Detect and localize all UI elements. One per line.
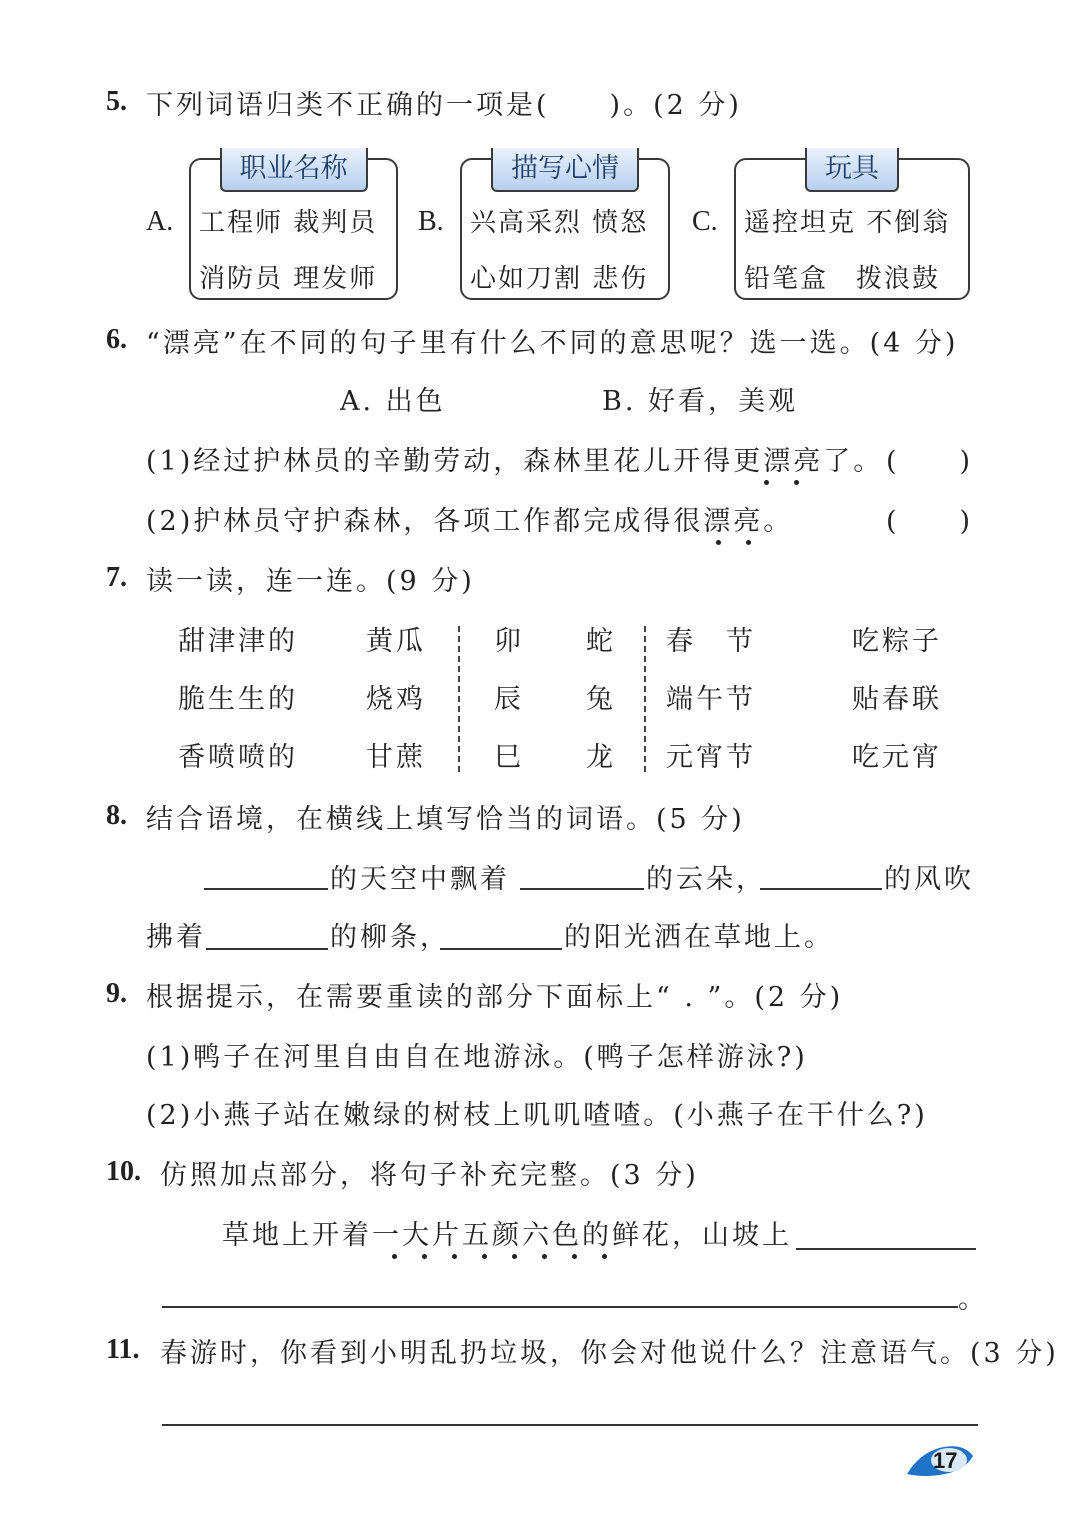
q6-answer-paren-2[interactable]: ( )	[886, 506, 974, 537]
q5-option-b-header: 描写心情	[491, 148, 639, 192]
q11-prompt: 春游时，你看到小明乱扔垃圾，你会对他说什么？注意语气。(3 分)	[160, 1338, 1059, 1369]
q5-option-c-row2: 铅笔盒 拨浪鼓	[744, 264, 941, 294]
q9-sentence-1[interactable]: (1)鸭子在河里自由自在地游泳。(鸭子怎样游泳?)	[146, 1042, 808, 1073]
q10-period: 。	[958, 1284, 988, 1315]
emphasis-dot	[512, 1254, 517, 1259]
q5-option-a-row2: 消防员 理发师	[199, 264, 378, 294]
q8-text-part: 的阳光洒在草地上。	[564, 922, 834, 953]
q8-text-part: 的天空中飘着	[330, 864, 510, 895]
q5-option-b-box	[460, 153, 670, 300]
q5-option-c-row1: 遥控坦克 不倒翁	[744, 208, 951, 238]
q8-text-part: 拂着	[146, 922, 206, 953]
q7-divider	[458, 626, 460, 772]
q8-text-part: 的柳条，	[330, 922, 450, 953]
q8-blank-1[interactable]	[204, 888, 328, 890]
emphasis-dot	[482, 1254, 487, 1259]
q6-sentence-2: (2)护林员守护森林，各项工作都完成得很漂亮。	[146, 506, 794, 537]
q8-blank-3[interactable]	[760, 888, 882, 890]
emphasis-dot	[452, 1254, 457, 1259]
q5-option-b-row2: 心如刀割 悲伤	[470, 264, 649, 294]
emphasis-dot	[746, 540, 751, 545]
q7-col4-item[interactable]: 蛇	[586, 626, 616, 657]
q6-choice-a: A. 出色	[340, 386, 446, 417]
q7-col6-item[interactable]: 贴春联	[852, 684, 942, 715]
q5-option-c-letter: C.	[692, 206, 718, 237]
q7-col6-item[interactable]: 吃元宵	[852, 742, 942, 773]
q6-sentence-1: (1)经过护林员的辛勤劳动，森林里花儿开得更漂亮了。	[146, 446, 884, 477]
q8-number: 8.	[106, 800, 127, 831]
q7-number: 7.	[106, 562, 127, 593]
q7-col1-item[interactable]: 脆生生的	[178, 684, 298, 715]
q5-option-b-letter: B.	[418, 206, 444, 237]
q8-blank-2[interactable]	[520, 888, 644, 890]
q7-col2-item[interactable]: 黄瓜	[366, 626, 426, 657]
q7-divider	[644, 626, 646, 772]
emphasis-dot	[542, 1254, 547, 1259]
q8-text-part: 的云朵，	[646, 864, 766, 895]
q10-number: 10.	[106, 1156, 141, 1187]
q9-number: 9.	[106, 978, 127, 1009]
q7-col1-item[interactable]: 香喷喷的	[178, 742, 298, 773]
q5-option-a-header: 职业名称	[220, 148, 368, 192]
q5-option-c-header: 玩具	[805, 148, 899, 192]
q6-number: 6.	[106, 324, 127, 355]
q8-prompt: 结合语境，在横线上填写恰当的词语。(5 分)	[146, 804, 745, 835]
q6-answer-paren-1[interactable]: ( )	[886, 446, 974, 477]
q5-option-a-box	[189, 153, 398, 300]
page-number: 17	[933, 1448, 958, 1473]
q7-col5-item[interactable]: 元宵节	[666, 742, 756, 773]
q9-prompt: 根据提示，在需要重读的部分下面标上“ . ”。(2 分)	[146, 982, 844, 1013]
q7-col3-item[interactable]: 巳	[494, 742, 524, 773]
emphasis-dot	[422, 1254, 427, 1259]
q5-option-a-row1: 工程师 裁判员	[199, 208, 378, 238]
page-number-badge	[905, 1444, 975, 1480]
q7-col4-item[interactable]: 兔	[586, 684, 616, 715]
q5-prompt: 下列词语归类不正确的一项是( )。(2 分)	[146, 90, 742, 121]
q7-col2-item[interactable]: 甘蔗	[366, 742, 426, 773]
emphasis-dot	[602, 1254, 607, 1259]
q10-sentence: 草地上开着一大片五颜六色的鲜花，山坡上	[222, 1220, 792, 1251]
q7-col1-item[interactable]: 甜津津的	[178, 626, 298, 657]
q6-prompt: “漂亮”在不同的句子里有什么不同的意思呢？选一选。(4 分)	[146, 328, 959, 359]
q11-answer-line[interactable]	[162, 1424, 978, 1426]
q7-prompt: 读一读，连一连。(9 分)	[146, 566, 475, 597]
q7-col2-item[interactable]: 烧鸡	[366, 684, 426, 715]
q8-text-part: 的风吹	[884, 864, 974, 895]
q5-option-a-letter: A.	[146, 206, 174, 237]
q7-col5-item[interactable]: 春 节	[666, 626, 756, 657]
emphasis-dot	[764, 480, 769, 485]
q7-col4-item[interactable]: 龙	[586, 742, 616, 773]
q7-col3-item[interactable]: 卯	[494, 626, 524, 657]
q10-answer-line-2[interactable]	[162, 1306, 958, 1308]
q8-blank-5[interactable]	[440, 948, 562, 950]
q5-option-c-box	[734, 153, 970, 300]
q9-sentence-2[interactable]: (2)小燕子站在嫩绿的树枝上叽叽喳喳。(小燕子在干什么?)	[146, 1100, 928, 1131]
q6-choice-b: B. 好看，美观	[602, 386, 799, 417]
q7-col6-item[interactable]: 吃粽子	[852, 626, 942, 657]
q10-prompt: 仿照加点部分，将句子补充完整。(3 分)	[160, 1160, 699, 1191]
emphasis-dot	[572, 1254, 577, 1259]
q7-col5-item[interactable]: 端午节	[666, 684, 756, 715]
q5-number: 5.	[106, 86, 127, 117]
q10-answer-line-1[interactable]	[796, 1248, 976, 1250]
q7-col3-item[interactable]: 辰	[494, 684, 524, 715]
emphasis-dot	[392, 1254, 397, 1259]
q5-option-b-row1: 兴高采烈 愤怒	[470, 208, 649, 238]
q11-number: 11.	[106, 1334, 140, 1365]
emphasis-dot	[716, 540, 721, 545]
q8-blank-4[interactable]	[206, 948, 328, 950]
emphasis-dot	[794, 480, 799, 485]
